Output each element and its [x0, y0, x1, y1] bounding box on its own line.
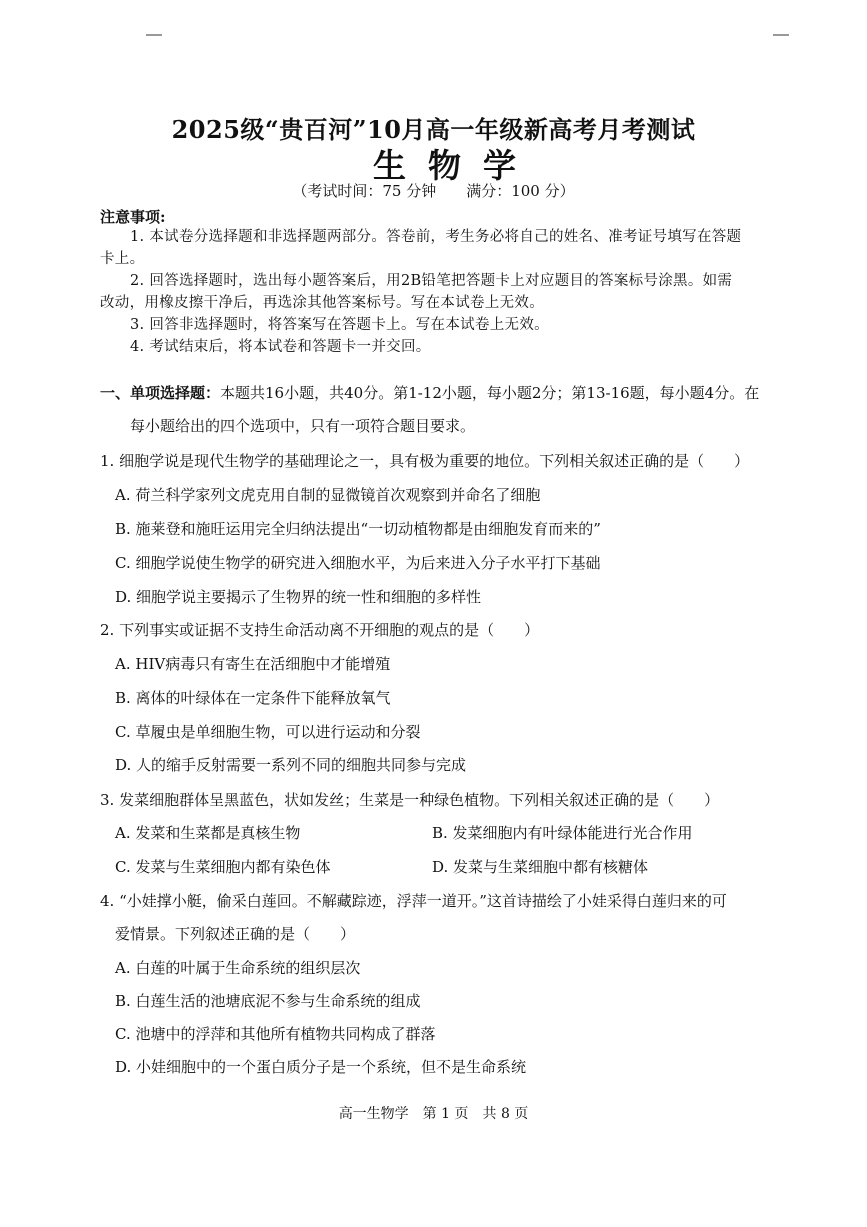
option-d: D. 细胞学说主要揭示了生物界的统一性和细胞的多样性 [115, 588, 482, 606]
notice-line: 3. 回答非选择题时，将答案写在答题卡上。写在本试卷上无效。 [130, 317, 549, 333]
option-d: D. 小娃细胞中的一个蛋白质分子是一个系统，但不是生命系统 [115, 1058, 527, 1076]
scan-mark-right [773, 34, 789, 36]
section-intro-text: 本题共16小题，共40分。第1-12小题，每小题2分；第13-16题，每小题4分。在 [220, 384, 760, 402]
question-stem: 4. “小娃撑小艇，偷采白莲回。不解藏踪迹，浮萍一道开。”这首诗描绘了小娃采得白莲归来的可 [100, 892, 727, 910]
notice-line: 改动，用橡皮擦干净后，再选涂其他答案标号。写在本试卷上无效。 [100, 295, 544, 311]
option-c: C. 细胞学说使生物学的研究进入细胞水平，为后来进入分子水平打下基础 [115, 554, 601, 572]
option-c: C. 发菜与生菜细胞内都有染色体 [115, 858, 331, 876]
option-b: B. 离体的叶绿体在一定条件下能释放氧气 [115, 689, 391, 707]
option-a: A. 荷兰科学家列文虎克用自制的显微镜首次观察到并命名了细胞 [115, 486, 541, 504]
option-a: A. HIV病毒只有寄生在活细胞中才能增殖 [115, 655, 391, 673]
option-a: A. 白莲的叶属于生命系统的组织层次 [115, 959, 361, 977]
question-stem: 3. 发菜细胞群体呈黑蓝色，状如发丝；生菜是一种绿色植物。下列相关叙述正确的是（ ） [100, 791, 720, 809]
notice-line: 1. 本试卷分选择题和非选择题两部分。答卷前，考生务必将自己的姓名、准考证号填写在答题 [130, 229, 742, 245]
option-a: A. 发菜和生菜都是真核生物 [115, 824, 301, 842]
question-stem: 1. 细胞学说是现代生物学的基础理论之一，具有极为重要的地位。下列相关叙述正确的是（ ） [100, 452, 750, 470]
option-c: C. 池塘中的浮萍和其他所有植物共同构成了群落 [115, 1025, 436, 1043]
option-b: B. 发菜细胞内有叶绿体能进行光合作用 [432, 824, 693, 842]
notice-line: 卡上。 [100, 251, 145, 267]
option-b: B. 施莱登和施旺运用完全归纳法提出“一切动植物都是由细胞发育而来的” [115, 520, 601, 538]
notice-line: 4. 考试结束后，将本试卷和答题卡一并交回。 [130, 339, 431, 355]
section-heading: 一、单项选择题： [100, 384, 221, 402]
notice-line: 2. 回答选择题时，选出每小题答案后，用2B铅笔把答题卡上对应题目的答案标号涂黑。如需 [130, 273, 733, 289]
option-d: D. 人的缩手反射需要一系列不同的细胞共同参与完成 [115, 756, 467, 774]
option-c: C. 草履虫是单细胞生物，可以进行运动和分裂 [115, 723, 421, 741]
exam-info: （考试时间：75 分钟 满分：100 分） [292, 182, 575, 200]
section-intro-line2: 每小题给出的四个选项中，只有一项符合题目要求。 [130, 417, 476, 435]
question-stem-continued: 爱情景。下列叙述正确的是（ ） [115, 925, 356, 943]
scan-mark-left [146, 34, 162, 36]
option-b: B. 白莲生活的池塘底泥不参与生命系统的组成 [115, 992, 421, 1010]
question-stem: 2. 下列事实或证据不支持生命活动离不开细胞的观点的是（ ） [100, 621, 540, 639]
notice-heading: 注意事项: [100, 208, 166, 226]
exam-title: 2025级“贵百河”10月高一年级新高考月考测试 [171, 115, 696, 144]
subject-title: 生物学 [373, 146, 538, 185]
option-d: D. 发菜与生菜细胞中都有核糖体 [432, 858, 649, 876]
section-intro [100, 382, 759, 403]
page-footer: 高一生物学 第 1 页 共 8 页 [338, 1106, 529, 1122]
